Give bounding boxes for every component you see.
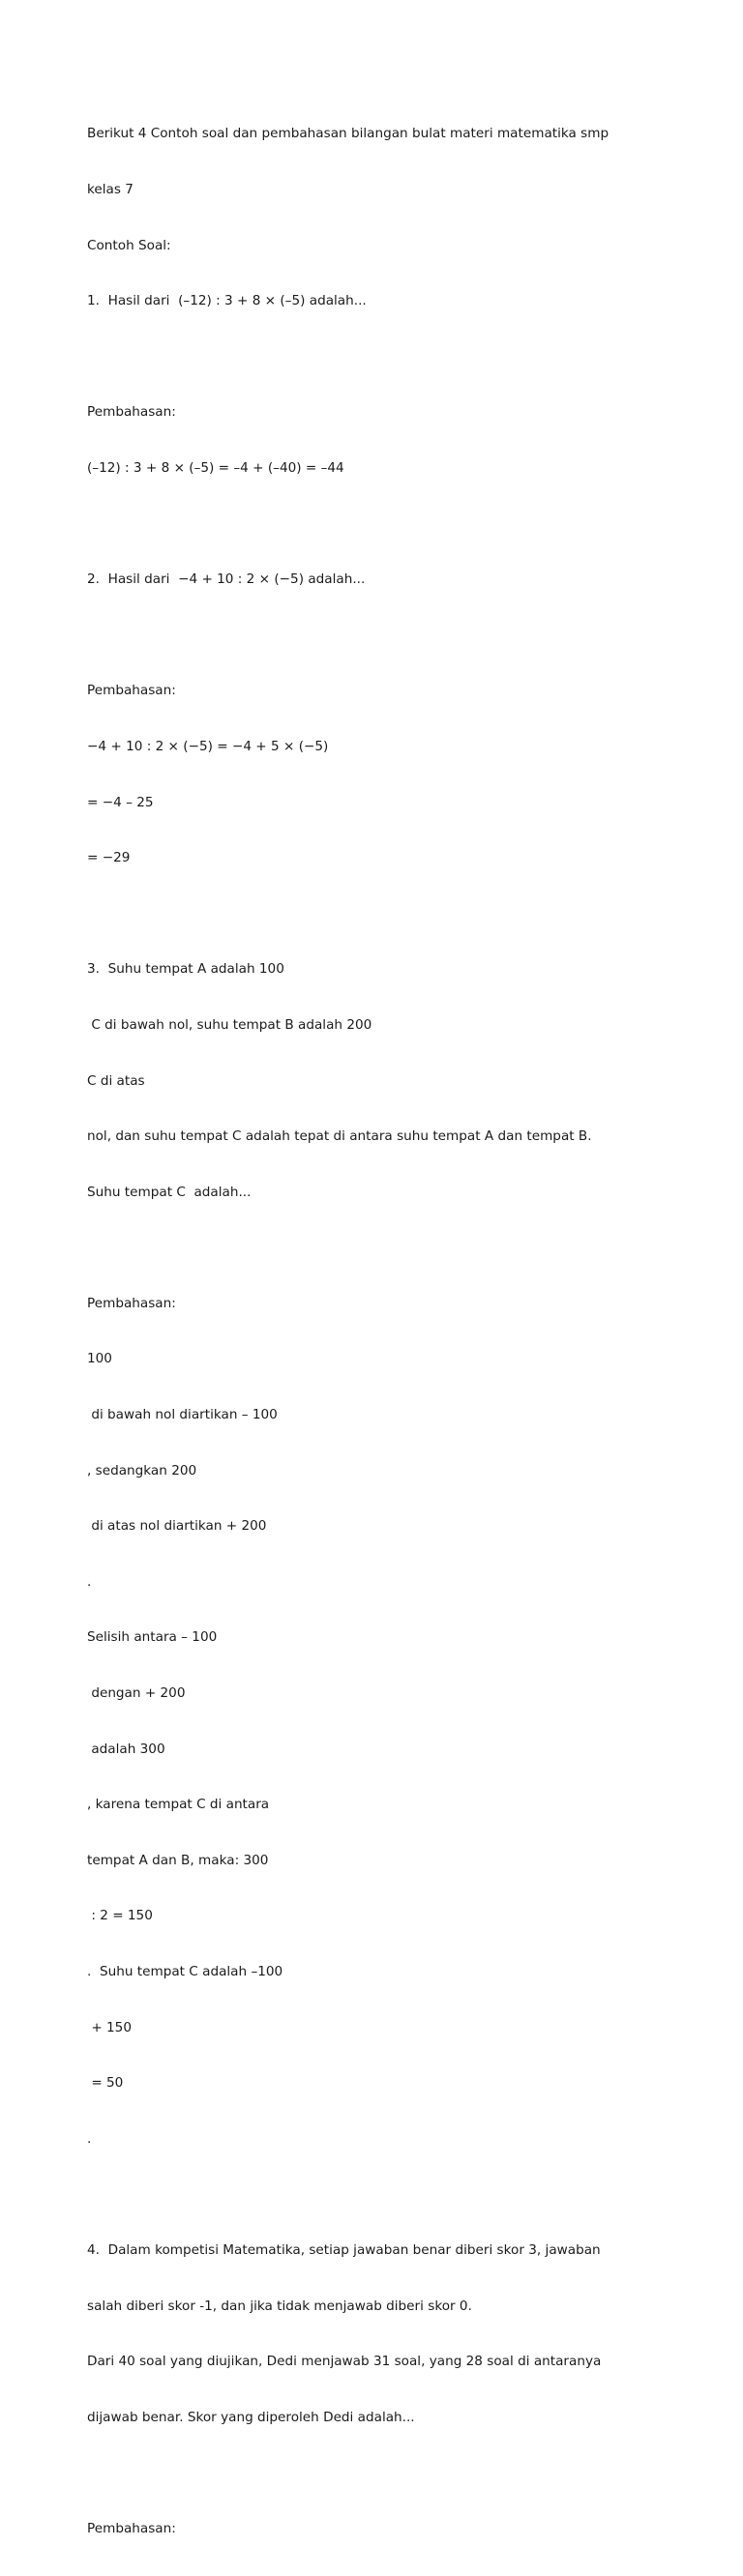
solution-line: , karena tempat C di antara <box>87 1797 270 1813</box>
solution-line: dengan + 200 <box>87 1685 186 1702</box>
question-3-line: C di bawah nol, suhu tempat B adalah 200 <box>87 1016 372 1033</box>
solution-heading: Pembahasan: <box>87 2520 176 2536</box>
solution-heading: Pembahasan: <box>87 404 176 421</box>
question-4-line: salah diberi skor -1, dan jika tidak menjawab diberi skor 0. <box>87 2298 472 2314</box>
solution-line: = −29 <box>87 850 131 866</box>
blank-line <box>87 627 726 645</box>
solution-line: di atas nol diartikan + 200 <box>87 1518 267 1535</box>
question-4-line: dijawab benar. Skor yang diperoleh Dedi adalah... <box>87 2409 415 2425</box>
solution-line: : 2 = 150 <box>87 1908 153 1924</box>
solution-line: adalah 300 <box>87 1741 165 1757</box>
solution-line: , sedangkan 200 <box>87 1462 197 1478</box>
question-4: 4. Dalam kompetisi Matematika, setiap jawaban benar diberi skor 3, jawaban <box>87 2241 601 2258</box>
blank-line <box>87 2185 726 2204</box>
solution-line: −4 + 10 : 2 × (−5) = −4 + 5 × (−5) <box>87 738 329 754</box>
intro-line: Berikut 4 Contoh soal dan pembahasan bilangan bulat materi matematika smp <box>87 126 609 142</box>
solution-line: (–12) : 3 + 8 × (–5) = –4 + (–40) = –44 <box>87 459 344 476</box>
blank-line <box>87 1239 726 1257</box>
solution-line: = −4 – 25 <box>87 794 154 810</box>
solution-line: Selisih antara – 100 <box>87 1629 218 1646</box>
blank-line <box>87 905 726 923</box>
blank-line <box>87 515 726 534</box>
solution-line: tempat A dan B, maka: 300 <box>87 1852 269 1868</box>
solution-line: di bawah nol diartikan – 100 <box>87 1407 278 1423</box>
solution-line: . <box>87 2130 92 2147</box>
solution-heading: Pembahasan: <box>87 683 176 699</box>
question-3-line: C di atas <box>87 1072 145 1089</box>
blank-line <box>87 2464 726 2482</box>
question-2: 2. Hasil dari −4 + 10 : 2 × (−5) adalah... <box>87 571 366 588</box>
question-3: 3. Suhu tempat A adalah 100 <box>87 961 284 978</box>
solution-line: 100 <box>87 1351 112 1367</box>
section-heading: Contoh Soal: <box>87 237 171 253</box>
solution-line: . <box>87 1573 92 1590</box>
solution-line: + 150 <box>87 2019 132 2035</box>
solution-line: . Suhu tempat C adalah –100 <box>87 1964 283 1979</box>
solution-line: = 50 <box>87 2075 124 2092</box>
document-body <box>87 88 726 2576</box>
question-4-line: Dari 40 soal yang diujikan, Dedi menjawab 31 soal, yang 28 soal di antaranya <box>87 2354 602 2370</box>
question-3-line: Suhu tempat C adalah... <box>87 1184 252 1200</box>
solution-heading: Pembahasan: <box>87 1295 176 1311</box>
blank-line <box>87 348 726 366</box>
intro-line: kelas 7 <box>87 182 134 197</box>
question-3-line: nol, dan suhu tempat C adalah tepat di antara suhu tempat A dan tempat B. <box>87 1128 592 1145</box>
question-1: 1. Hasil dari (–12) : 3 + 8 × (–5) adalah... <box>87 293 367 309</box>
